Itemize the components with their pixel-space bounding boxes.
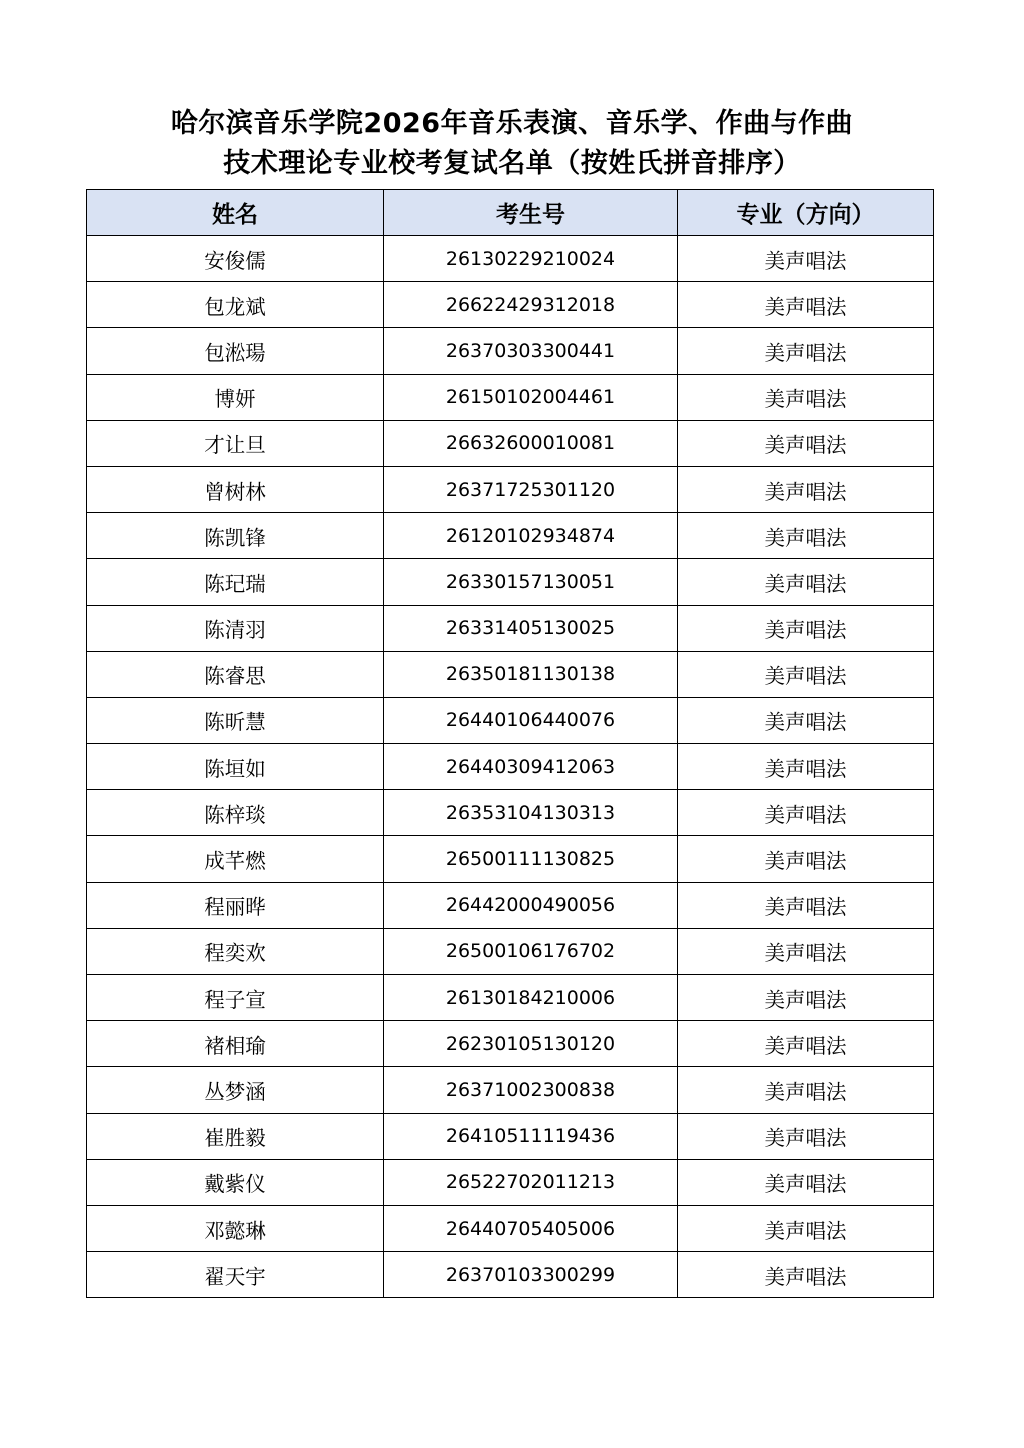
name-cell: 褚相瑜 bbox=[87, 1021, 384, 1067]
major-cell: 美声唱法 bbox=[678, 1205, 934, 1251]
table-row bbox=[87, 236, 934, 282]
header-name: 姓名 bbox=[87, 190, 384, 236]
table-header bbox=[87, 190, 934, 236]
table-row bbox=[87, 513, 934, 559]
table-row bbox=[87, 1113, 934, 1159]
major-cell: 美声唱法 bbox=[678, 1159, 934, 1205]
major-cell: 美声唱法 bbox=[678, 328, 934, 374]
name-cell: 陈凯锋 bbox=[87, 513, 384, 559]
name-cell: 戴紫仪 bbox=[87, 1159, 384, 1205]
candidate-id-cell: 26331405130025 bbox=[384, 605, 678, 651]
table-row bbox=[87, 928, 934, 974]
candidate-id-cell: 26120102934874 bbox=[384, 513, 678, 559]
table-row bbox=[87, 882, 934, 928]
name-cell: 邓懿琳 bbox=[87, 1205, 384, 1251]
candidate-id-cell: 26130229210024 bbox=[384, 236, 678, 282]
candidate-id-cell: 26410511119436 bbox=[384, 1113, 678, 1159]
header-major: 专业（方向） bbox=[678, 190, 934, 236]
table-row bbox=[87, 1067, 934, 1113]
name-cell: 程丽晔 bbox=[87, 882, 384, 928]
major-cell: 美声唱法 bbox=[678, 697, 934, 743]
name-cell: 包龙斌 bbox=[87, 282, 384, 328]
name-cell: 崔胜毅 bbox=[87, 1113, 384, 1159]
name-cell: 陈清羽 bbox=[87, 605, 384, 651]
table-row bbox=[87, 605, 934, 651]
major-cell: 美声唱法 bbox=[678, 1021, 934, 1067]
major-cell: 美声唱法 bbox=[678, 790, 934, 836]
name-cell: 包淞瑒 bbox=[87, 328, 384, 374]
table-row bbox=[87, 697, 934, 743]
name-cell: 陈垣如 bbox=[87, 744, 384, 790]
table-row bbox=[87, 744, 934, 790]
table-row bbox=[87, 374, 934, 420]
major-cell: 美声唱法 bbox=[678, 651, 934, 697]
major-cell: 美声唱法 bbox=[678, 1067, 934, 1113]
table-row bbox=[87, 420, 934, 466]
major-cell: 美声唱法 bbox=[678, 282, 934, 328]
candidate-id-cell: 26353104130313 bbox=[384, 790, 678, 836]
candidate-id-cell: 26500111130825 bbox=[384, 836, 678, 882]
table-row bbox=[87, 1252, 934, 1298]
candidate-id-cell: 26370303300441 bbox=[384, 328, 678, 374]
name-cell: 翟天宇 bbox=[87, 1252, 384, 1298]
table-row bbox=[87, 466, 934, 512]
name-cell: 安俊儒 bbox=[87, 236, 384, 282]
table-row bbox=[87, 1159, 934, 1205]
header-candidate-id: 考生号 bbox=[384, 190, 678, 236]
name-cell: 曾树林 bbox=[87, 466, 384, 512]
candidate-id-cell: 26522702011213 bbox=[384, 1159, 678, 1205]
table-row bbox=[87, 651, 934, 697]
candidate-id-cell: 26130184210006 bbox=[384, 975, 678, 1021]
name-cell: 陈昕慧 bbox=[87, 697, 384, 743]
table-row bbox=[87, 836, 934, 882]
candidate-id-cell: 26370103300299 bbox=[384, 1252, 678, 1298]
candidate-id-cell: 26622429312018 bbox=[384, 282, 678, 328]
major-cell: 美声唱法 bbox=[678, 1252, 934, 1298]
major-cell: 美声唱法 bbox=[678, 836, 934, 882]
candidate-id-cell: 26350181130138 bbox=[384, 651, 678, 697]
name-cell: 丛梦涵 bbox=[87, 1067, 384, 1113]
candidate-id-cell: 26442000490056 bbox=[384, 882, 678, 928]
candidate-id-cell: 26150102004461 bbox=[384, 374, 678, 420]
table-body bbox=[87, 236, 934, 1298]
major-cell: 美声唱法 bbox=[678, 928, 934, 974]
table-row bbox=[87, 1021, 934, 1067]
major-cell: 美声唱法 bbox=[678, 236, 934, 282]
table-row bbox=[87, 559, 934, 605]
candidate-id-cell: 26371002300838 bbox=[384, 1067, 678, 1113]
candidate-id-cell: 26632600010081 bbox=[384, 420, 678, 466]
candidate-id-cell: 26440705405006 bbox=[384, 1205, 678, 1251]
major-cell: 美声唱法 bbox=[678, 605, 934, 651]
title-line-1: 哈尔滨音乐学院2026年音乐表演、音乐学、作曲与作曲 bbox=[170, 108, 854, 139]
title-line-2: 技术理论专业校考复试名单（按姓氏拼音排序） bbox=[223, 148, 801, 179]
table-row bbox=[87, 1205, 934, 1251]
major-cell: 美声唱法 bbox=[678, 744, 934, 790]
major-cell: 美声唱法 bbox=[678, 882, 934, 928]
table-row bbox=[87, 975, 934, 1021]
major-cell: 美声唱法 bbox=[678, 374, 934, 420]
name-cell: 陈梓琰 bbox=[87, 790, 384, 836]
candidate-table bbox=[86, 189, 934, 1298]
candidate-id-cell: 26440309412063 bbox=[384, 744, 678, 790]
name-cell: 博妍 bbox=[87, 374, 384, 420]
major-cell: 美声唱法 bbox=[678, 975, 934, 1021]
major-cell: 美声唱法 bbox=[678, 1113, 934, 1159]
document-title bbox=[0, 104, 1024, 184]
candidate-id-cell: 26371725301120 bbox=[384, 466, 678, 512]
major-cell: 美声唱法 bbox=[678, 513, 934, 559]
name-cell: 程奕欢 bbox=[87, 928, 384, 974]
table-row bbox=[87, 790, 934, 836]
name-cell: 程子宣 bbox=[87, 975, 384, 1021]
candidate-id-cell: 26440106440076 bbox=[384, 697, 678, 743]
candidate-id-cell: 26230105130120 bbox=[384, 1021, 678, 1067]
table-row bbox=[87, 328, 934, 374]
header-row bbox=[87, 190, 934, 236]
name-cell: 才让旦 bbox=[87, 420, 384, 466]
major-cell: 美声唱法 bbox=[678, 420, 934, 466]
name-cell: 陈玘瑞 bbox=[87, 559, 384, 605]
candidate-id-cell: 26330157130051 bbox=[384, 559, 678, 605]
table-row bbox=[87, 282, 934, 328]
major-cell: 美声唱法 bbox=[678, 559, 934, 605]
name-cell: 陈睿思 bbox=[87, 651, 384, 697]
candidate-id-cell: 26500106176702 bbox=[384, 928, 678, 974]
major-cell: 美声唱法 bbox=[678, 466, 934, 512]
name-cell: 成芊燃 bbox=[87, 836, 384, 882]
